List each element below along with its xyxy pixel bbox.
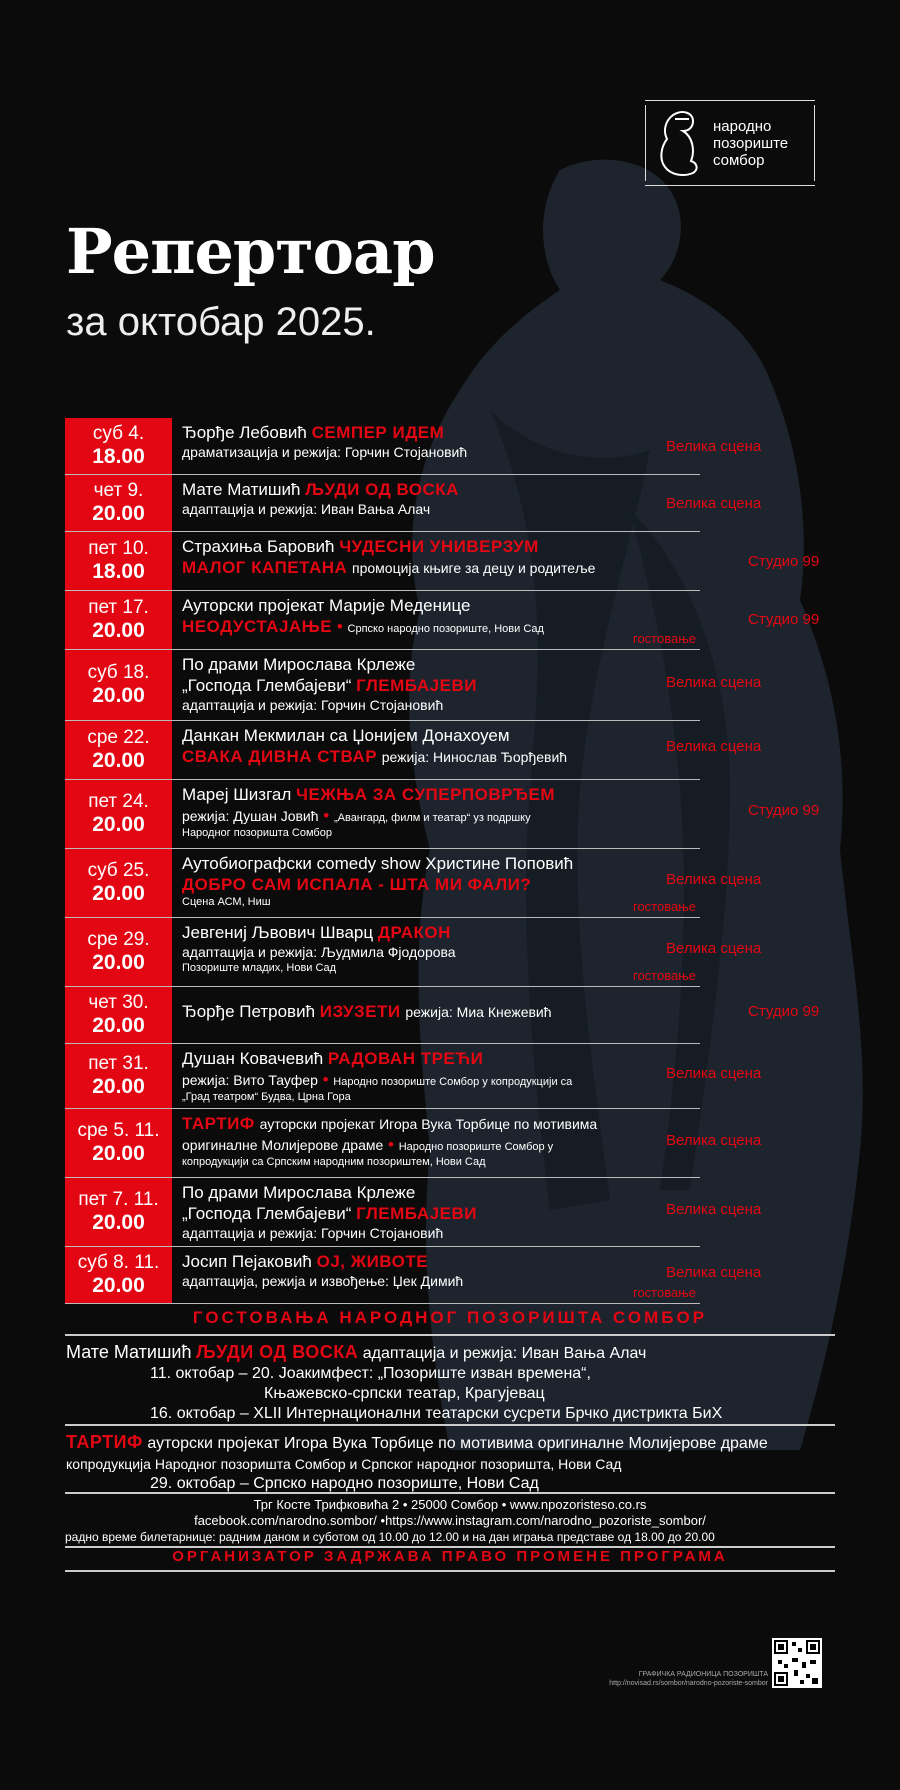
event-time: 20.00 <box>92 1274 145 1297</box>
event-author: Аутобиографски comedy show Христине Поповић <box>182 854 574 873</box>
event-show: ДОБРО САМ ИСПАЛА - ШТА МИ ФАЛИ? <box>182 875 532 894</box>
event-venue: Велика сцена <box>666 1201 762 1218</box>
guest-production: копродукција Народног позоришта Сомбор и Српског народног позоришта, Нови Сад <box>66 1456 622 1472</box>
event-date <box>65 1178 172 1246</box>
event-show: ТАРТИФ <box>182 1114 255 1133</box>
event-time: 20.00 <box>92 619 145 642</box>
event-info <box>172 475 700 531</box>
event-show: РАДОВАН ТРЕЋИ <box>327 1049 484 1068</box>
event-time: 20.00 <box>92 1211 145 1234</box>
event-day: пет 17. <box>88 597 149 618</box>
event-venue: Велика сцена <box>666 1132 762 1149</box>
qr-caption-url: http://novisad.rs/sombor/narodno-pozoriste-sombor <box>609 1680 768 1687</box>
event-venue: Велика сцена <box>666 1264 762 1281</box>
event-show: ЧЕЖЊА ЗА СУПЕРПОВРЂЕМ <box>296 785 556 804</box>
event-date <box>65 721 172 779</box>
event-author: ауторски пројекат Игора Вука Торбице по мотивима <box>259 1116 598 1132</box>
event-time: 20.00 <box>92 502 145 525</box>
event-show: ИЗУЗЕТИ <box>319 1002 401 1021</box>
event-day: суб 8. 11. <box>77 1252 160 1273</box>
event-credits: промоција књиге за децу и родитеље <box>352 560 596 576</box>
event-venue: Студио 99 <box>748 802 820 819</box>
event-author: Данкан Мекмилан са Џонијем Донахоуем <box>182 726 510 745</box>
event-venue: Велика сцена <box>666 871 762 888</box>
event-date <box>65 987 172 1043</box>
event-author: Јосип Пејаковић <box>182 1252 312 1271</box>
event-author: Ауторски пројекат Марије Меденице <box>182 596 471 615</box>
event-info <box>172 849 700 917</box>
event-row <box>65 1247 700 1304</box>
guest-label: гостовање <box>632 631 696 646</box>
event-credits: адаптација, режија и извођење: Џек Димић <box>182 1273 464 1289</box>
event-author: Ђорђе Петровић <box>182 1002 316 1021</box>
logo-left-bar <box>645 105 646 181</box>
event-production: Позориште младих, Нови Сад <box>182 962 337 974</box>
event-time: 20.00 <box>92 684 145 707</box>
event-day: пет 24. <box>88 791 149 812</box>
event-production-cont: Народног позоришта Сомбор <box>182 827 332 839</box>
page-subtitle: за октобар 2025. <box>66 300 376 344</box>
event-credits: режија: Вито Тауфер <box>182 1072 318 1088</box>
divider <box>65 1334 835 1336</box>
event-day: сре 5. 11. <box>77 1120 160 1141</box>
event-date <box>65 1247 172 1303</box>
event-author: По драми Мирослава Крлеже <box>182 1183 416 1202</box>
event-row <box>65 849 700 918</box>
event-venue: Велика сцена <box>666 1065 762 1082</box>
logo-right-bar <box>814 105 815 181</box>
event-show: ЧУДЕСНИ УНИВЕРЗУМ <box>339 537 539 556</box>
event-production: „Авангард, филм и театар“ уз подршку <box>333 812 531 824</box>
event-row <box>65 591 700 650</box>
page-title: Репертоар <box>66 215 435 288</box>
guest-performance-2 <box>66 1432 836 1494</box>
event-credits: Сцена АСМ, Ниш <box>182 896 271 908</box>
event-info <box>172 721 700 779</box>
event-show: ГЛЕМБАЈЕВИ <box>356 676 477 695</box>
event-venue: Велика сцена <box>666 674 762 691</box>
event-info <box>172 987 700 1043</box>
event-time: 20.00 <box>92 749 145 772</box>
event-row <box>65 418 700 475</box>
event-credits: адаптација и режија: Људмила Фјодорова <box>182 944 456 960</box>
event-date <box>65 918 172 986</box>
event-production-cont: „Град театром“ Будва, Црна Гора <box>182 1091 351 1103</box>
event-date <box>65 849 172 917</box>
event-show: СЕМПЕР ИДЕМ <box>311 423 445 442</box>
qr-code[interactable] <box>772 1638 822 1688</box>
event-venue: Велика сцена <box>666 438 762 455</box>
event-info <box>172 418 700 474</box>
event-info: Душан Ковачевић РАДОВАН ТРЕЋИ режија: Вито Тауфер • Народно позориште Сомбор у копродукцији са „Град театром“ Будва, Црна Гора <box>172 1044 700 1108</box>
event-row <box>65 1109 700 1178</box>
footer-address: Трг Косте Трифковића 2 • 25000 Сомбор • www.npozoristeso.co.rs <box>253 1497 647 1512</box>
event-show: ЉУДИ ОД ВОСКА <box>305 480 459 499</box>
logo-text: народно позориште сомбор <box>713 118 789 169</box>
event-info: Ауторски пројекат Марије Меденице НЕОДУСТАЈАЊЕ • Српско народно позориште, Нови Сад <box>172 591 700 649</box>
event-day: чет 30. <box>88 992 149 1013</box>
guest-date-line: 29. октобар – Српско народно позориште, Нови Сад <box>150 1475 539 1492</box>
guest-performances-heading: ГОСТОВАЊА НАРОДНОГ ПОЗОРИШТА СОМБОР <box>192 1308 708 1327</box>
event-author: Душан Ковачевић <box>182 1049 324 1068</box>
event-row <box>65 780 700 849</box>
guest-credits: адаптација и режија: Иван Вања Алач <box>362 1345 647 1362</box>
event-day: суб 4. <box>92 423 145 444</box>
event-source: „Господа Глембајеви“ <box>182 676 352 695</box>
event-day: пет 31. <box>88 1053 149 1074</box>
event-info <box>172 1178 700 1246</box>
event-author: Мате Матишић <box>182 480 301 499</box>
guest-credits: ауторски пројекат Игора Вука Торбице по мотивима оригиналне Молијерове драме <box>147 1435 768 1452</box>
organizer-notice: ОРГАНИЗАТОР ЗАДРЖАВА ПРАВО ПРОМЕНЕ ПРОГРАМА <box>172 1548 728 1565</box>
event-venue: Велика сцена <box>666 940 762 957</box>
event-day: пет 10. <box>88 538 149 559</box>
event-row <box>65 918 700 987</box>
event-credits: адаптација и режија: Горчин Стојановић <box>182 697 444 713</box>
event-day: чет 9. <box>93 480 144 501</box>
event-day: пет 7. 11. <box>78 1189 159 1210</box>
event-credits: драматизација и режија: Горчин Стојановић <box>182 444 468 460</box>
event-show: ОЈ, ЖИВОТЕ <box>316 1252 429 1271</box>
qr-caption-title: ГРАФИЧКА РАДИОНИЦА ПОЗОРИШТА <box>638 1671 768 1678</box>
event-row <box>65 650 700 721</box>
theatre-mask-icon <box>653 107 705 177</box>
event-time: 20.00 <box>92 813 145 836</box>
event-day: сре 22. <box>87 727 150 748</box>
event-time: 20.00 <box>92 1075 145 1098</box>
event-date <box>65 591 172 649</box>
event-date <box>65 532 172 590</box>
event-day: сре 29. <box>87 929 150 950</box>
event-credits: оригиналне Молијерове драме <box>182 1137 384 1153</box>
event-info <box>172 532 700 590</box>
divider <box>65 1492 835 1494</box>
event-date <box>65 475 172 531</box>
event-show: НЕОДУСТАЈАЊЕ <box>182 617 333 636</box>
guest-performance-1 <box>66 1342 836 1424</box>
event-venue: Студио 99 <box>748 1003 820 1020</box>
event-author: Страхиња Баровић <box>182 537 335 556</box>
event-day: суб 25. <box>87 860 150 881</box>
event-info <box>172 1247 700 1303</box>
event-time: 20.00 <box>92 1142 145 1165</box>
event-production-cont: копродукцији са Српским народним позориштем, Нови Сад <box>182 1156 486 1168</box>
guest-date-line: 16. октобар – XLII Интернационални театарски сусрети Брчко дистрикта БиХ <box>150 1405 723 1422</box>
guest-label: гостовање <box>632 1285 696 1300</box>
event-date <box>65 650 172 720</box>
event-info: ТАРТИФ ауторски пројекат Игора Вука Торбице по мотивима оригиналне Молијерове драме • Народно позориште Сомбор у копродукцији са Српским народним позориштем, Нови Сад <box>172 1109 700 1177</box>
event-row <box>65 721 700 780</box>
divider <box>65 1424 835 1426</box>
guest-author: Мате Матишић <box>66 1342 192 1362</box>
footer-box-office-hours: радно време билетарнице: радним даном и суботом од 10.00 до 12.00 и на дан играња представе од 18.00 до 20.00 <box>65 1530 715 1544</box>
guest-date-line: 11. октобар – 20. Јоакимфест: „Позориште изван времена“, <box>150 1365 591 1382</box>
event-venue: Велика сцена <box>666 738 762 755</box>
divider <box>65 1570 835 1572</box>
event-info <box>172 918 700 986</box>
event-credits: Српско народно позориште, Нови Сад <box>347 623 544 635</box>
event-production: Народно позориште Сомбор у копродукцији са <box>333 1076 573 1088</box>
event-time: 18.00 <box>92 560 145 583</box>
event-author: Јевгениј Љвович Шварц <box>182 923 374 942</box>
event-author: Мареј Шизгал <box>182 785 292 804</box>
event-show: ГЛЕМБАЈЕВИ <box>356 1204 477 1223</box>
event-row <box>65 1044 700 1109</box>
event-venue: Велика сцена <box>666 495 762 512</box>
event-production: Народно позориште Сомбор у <box>398 1141 554 1153</box>
event-row <box>65 987 700 1044</box>
guest-label: гостовање <box>632 968 696 983</box>
event-venue: Студио 99 <box>748 553 820 570</box>
event-show: СВАКА ДИВНА СТВАР <box>182 747 378 766</box>
event-time: 20.00 <box>92 882 145 905</box>
event-author: Ђорђе Лебовић <box>182 423 307 442</box>
event-row <box>65 532 700 591</box>
guest-show: ТАРТИФ <box>66 1432 143 1452</box>
event-show-cont: МАЛОГ КАПЕТАНА <box>182 558 348 577</box>
events-list <box>65 418 700 1304</box>
event-credits: адаптација и режија: Горчин Стојановић <box>182 1225 444 1241</box>
event-author: По драми Мирослава Крлеже <box>182 655 416 674</box>
event-date <box>65 780 172 848</box>
event-info <box>172 650 700 720</box>
event-show: ДРАКОН <box>377 923 451 942</box>
event-date <box>65 418 172 474</box>
guest-venue-line: Књажевско-српски театар, Крагујевац <box>264 1385 545 1402</box>
event-source: „Господа Глембајеви“ <box>182 1204 352 1223</box>
event-info: Мареј Шизгал ЧЕЖЊА ЗА СУПЕРПОВРЂЕМ режија: Душан Јовић • „Авангард, филм и театар“ уз подршку Народног позоришта Сомбор <box>172 780 700 848</box>
event-time: 20.00 <box>92 951 145 974</box>
guest-show: ЉУДИ ОД ВОСКА <box>195 1342 359 1362</box>
event-credits: адаптација и режија: Иван Вања Алач <box>182 501 431 517</box>
theatre-logo <box>645 100 815 186</box>
event-time: 18.00 <box>92 445 145 468</box>
event-date <box>65 1044 172 1108</box>
guest-label: гостовање <box>632 899 696 914</box>
event-date <box>65 1109 172 1177</box>
event-credits: режија: Душан Јовић <box>182 808 319 824</box>
event-venue: Студио 99 <box>748 611 820 628</box>
event-row <box>65 475 700 532</box>
event-day: суб 18. <box>87 662 150 683</box>
event-row <box>65 1178 700 1247</box>
qr-caption <box>590 1670 768 1688</box>
event-credits: режија: Нинослав Ђорђевић <box>381 749 568 765</box>
event-credits: режија: Миа Кнежевић <box>405 1004 552 1020</box>
event-time: 20.00 <box>92 1014 145 1037</box>
footer-social: facebook.com/narodno.sombor/ •https://www.instagram.com/narodno_pozoriste_sombor/ <box>194 1513 706 1528</box>
